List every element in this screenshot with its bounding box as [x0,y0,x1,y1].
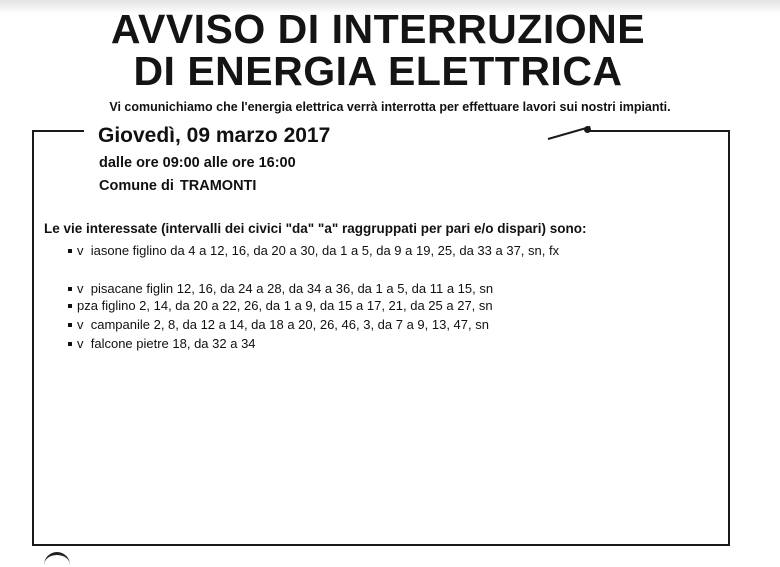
street-text: campanile 2, 8, da 12 a 14, da 18 a 20, 26, 46, 3, da 7 a 9, 13, 47, sn [90,317,489,332]
outage-comune [99,178,256,194]
street-text: iasone figlino da 4 a 12, 16, da 20 a 30, da 1 a 5, da 9 a 19, 25, da 33 a 37, sn, fx [90,243,560,258]
bullet-icon [68,323,72,327]
frame-top-left-edge [32,130,84,132]
comune-label: Comune di [99,178,174,194]
outage-hours: dalle ore 09:00 alle ore 16:00 [99,155,296,171]
title-line-2: DI ENERGIA ELETTRICA [133,48,623,94]
outage-date: Giovedì, 09 marzo 2017 [98,124,331,147]
street-text: pisacane figlin 12, 16, da 24 a 28, da 34 a 36, da 1 a 5, da 11 a 15, sn [90,281,494,296]
street-prefix: v [77,243,84,258]
street-item [68,281,493,296]
bullet-icon [68,342,72,346]
street-prefix: pza [77,298,98,313]
title-line-1: AVVISO DI INTERRUZIONE [110,6,646,52]
bullet-icon [68,287,72,291]
street-text: figlino 2, 14, da 20 a 22, 26, da 1 a 9, da 15 a 17, 21, da 25 a 27, sn [101,298,493,313]
street-item [68,243,559,258]
street-item [68,298,493,313]
frame-top-right-edge [588,130,728,132]
street-prefix: v [77,336,84,351]
street-item [68,317,489,332]
frame-dot [584,126,591,133]
street-prefix: v [77,317,84,332]
streets-intro: Le vie interessate (intervalli dei civici "da" "a" raggruppati per pari e/o dispari) sono: [44,221,587,236]
notice-subtitle: Vi comunichiamo che l'energia elettrica verrà interrotta per effettuare lavori sui nostri impianti. [109,100,671,114]
street-item [68,336,256,351]
notice-title [0,8,756,92]
street-prefix: v [77,281,84,296]
bullet-icon [68,249,72,253]
bullet-icon [68,304,72,308]
street-text: falcone pietre 18, da 32 a 34 [90,336,256,351]
comune-name: TRAMONTI [179,178,257,194]
